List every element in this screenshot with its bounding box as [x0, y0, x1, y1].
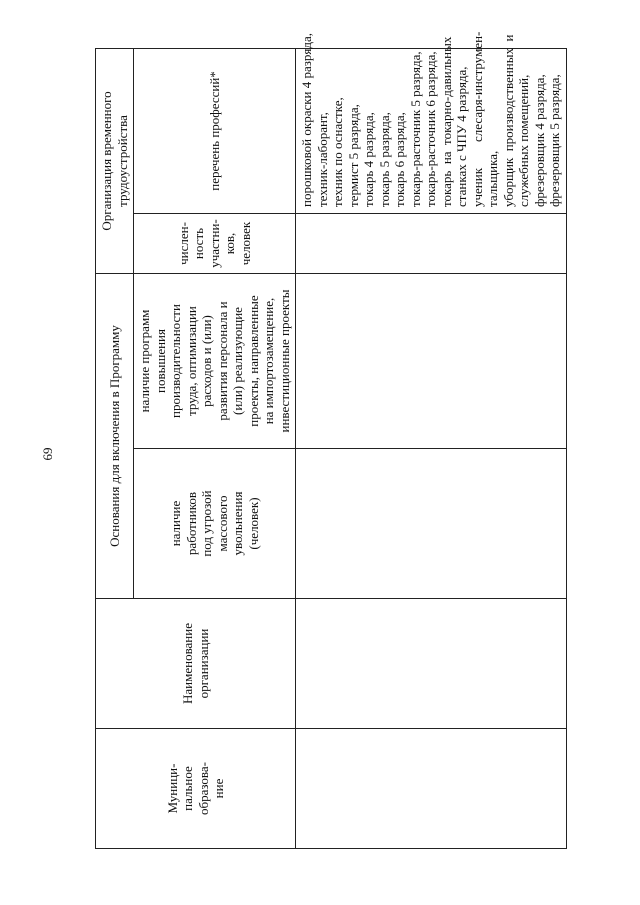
header-text-line: (человек)	[245, 497, 261, 550]
header-text-line: ние	[211, 778, 226, 799]
profession-item: токарь-расточник 6 разряда,	[423, 51, 438, 207]
profession-item: станках с ЧПУ 4 разряда,	[454, 66, 469, 207]
cell-org-name	[296, 599, 567, 729]
cell-municipality	[296, 729, 567, 849]
header-text-line: пальное	[180, 766, 195, 811]
header-text-line: расходов и (или)	[199, 315, 214, 407]
profession-item: ученик слесаря-инструмен-	[469, 31, 485, 207]
header-participant-count	[134, 214, 296, 274]
profession-item: токарь 6 разряда,	[392, 112, 407, 207]
header-text-line: ков,	[222, 232, 238, 255]
header-text-line: проекты, направленные	[245, 295, 261, 427]
profession-item: уборщик производственных и	[500, 34, 516, 207]
header-text-line: организации	[195, 628, 211, 699]
header-professions-list: перечень профессий*	[134, 48, 296, 213]
header-text-line: массового	[214, 495, 230, 552]
header-text-line: увольнения	[230, 491, 245, 556]
program-table	[95, 31, 567, 849]
header-text-line: работников	[183, 491, 199, 556]
header-text-line: Муници-	[164, 763, 180, 814]
header-text-line: числен-	[175, 222, 191, 265]
cell-professions	[296, 31, 567, 213]
cell-threat	[296, 449, 567, 599]
header-text-line: образова-	[195, 762, 211, 816]
header-programs	[134, 274, 296, 449]
header-text-line: под угрозой	[199, 490, 214, 557]
header-text-line: ность	[191, 227, 207, 260]
header-text-line: повышения	[152, 329, 168, 394]
cell-programs	[296, 274, 567, 449]
profession-item: токарь на токарно-давильных	[438, 36, 454, 207]
header-municipality	[96, 729, 296, 849]
header-text-line: человек	[237, 221, 253, 266]
profession-item: термист 5 разряда,	[345, 104, 361, 207]
header-temp-employment-group: Организация временного трудоустройства	[96, 48, 134, 273]
header-text-line: на импортозамещение,	[261, 297, 276, 425]
header-text-line: инвестиционные проекты	[276, 289, 292, 433]
profession-item: фрезеровщик 5 разряда,	[547, 74, 562, 207]
rotated-table-container	[95, 31, 562, 849]
header-text-line: Наименование	[180, 623, 195, 704]
header-text-line: участни-	[206, 219, 222, 268]
profession-item: тальщика,	[485, 150, 500, 207]
header-text-line: производительности	[168, 304, 183, 418]
profession-item: служебных помещений,	[516, 74, 531, 207]
header-text-line: наличие программ	[137, 309, 152, 413]
header-threat-of-dismissal	[134, 449, 296, 599]
profession-item: токарь 5 разряда,	[376, 112, 392, 207]
header-grounds-group: Основания для включения в Программу	[96, 274, 134, 599]
header-text-line: развития персонала и	[214, 301, 230, 421]
profession-item: порошковой окраски 4 разряда,	[299, 32, 314, 207]
profession-item: токарь-расточник 5 разряда,	[407, 51, 423, 207]
header-text-line: наличие	[168, 500, 183, 547]
profession-item: техник-лаборант,	[314, 112, 330, 207]
profession-item: токарь 4 разряда,	[361, 112, 376, 207]
header-org-name	[96, 599, 296, 729]
profession-item: фрезеровщик 4 разряда,	[531, 74, 547, 207]
cell-count	[296, 214, 567, 274]
header-text-line: (или) реализующие	[230, 307, 245, 415]
profession-item: техник по оснастке,	[330, 97, 345, 207]
header-text-line: труда, оптимизации	[183, 306, 199, 416]
page-number: 69	[40, 447, 55, 461]
